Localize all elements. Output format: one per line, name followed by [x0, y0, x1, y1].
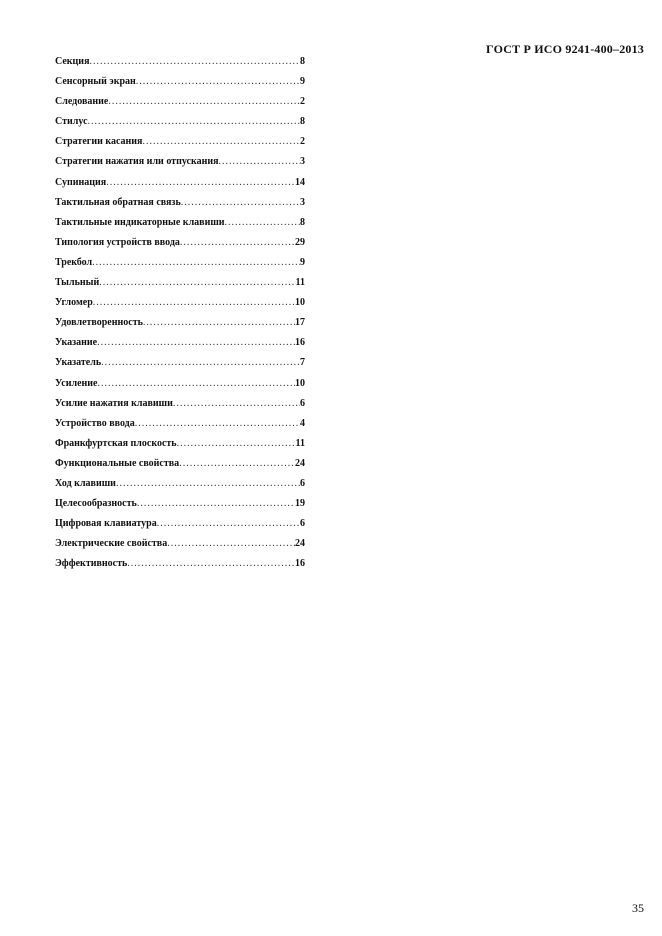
index-term: Удовлетворенность	[55, 317, 143, 329]
index-page-ref: 9	[300, 76, 305, 88]
index-entry	[55, 237, 305, 257]
index-entry	[55, 297, 305, 317]
dot-leader	[106, 177, 295, 188]
index-term: Цифровая клавиатура	[55, 518, 157, 530]
index-term: Тактильная обратная связь	[55, 196, 181, 208]
index-page-ref: 10	[295, 377, 305, 389]
dot-leader	[219, 156, 300, 167]
index-term: Эффективность	[55, 558, 128, 570]
dot-leader	[99, 277, 295, 288]
dot-leader	[89, 56, 300, 67]
dot-leader	[179, 458, 295, 469]
index-entry	[55, 56, 305, 76]
dot-leader	[180, 237, 295, 248]
index-page-ref: 3	[300, 156, 305, 168]
index-entry	[55, 357, 305, 377]
index-term: Сенсорный экран	[55, 76, 136, 88]
index-term: Целесообразность	[55, 498, 137, 510]
dot-leader	[93, 297, 295, 308]
index-term: Франкфуртская плоскость	[55, 437, 177, 449]
index-entry	[55, 257, 305, 277]
dot-leader	[142, 136, 300, 147]
index-page-ref: 4	[300, 417, 305, 429]
index-page-ref: 24	[295, 538, 305, 550]
dot-leader	[97, 337, 295, 348]
dot-leader	[97, 378, 295, 389]
index-term: Стратегии нажатия или отпускания	[55, 156, 219, 168]
index-term: Трекбол	[55, 256, 93, 268]
index-page-ref: 16	[295, 558, 305, 570]
index-page-ref: 14	[295, 176, 305, 188]
index-entry	[55, 538, 305, 558]
dot-leader	[92, 257, 300, 268]
index-term: Стилус	[55, 116, 88, 128]
index-entry	[55, 478, 305, 498]
index-term: Устройство ввода	[55, 417, 135, 429]
index-page-ref: 10	[295, 297, 305, 309]
index-entry	[55, 398, 305, 418]
index-page-ref: 17	[295, 317, 305, 329]
index-term: Типология устройств ввода	[55, 236, 180, 248]
index-entry	[55, 317, 305, 337]
dot-leader	[225, 217, 300, 228]
index-entry	[55, 177, 305, 197]
dot-leader	[101, 357, 300, 368]
index-term: Усиление	[55, 377, 98, 389]
index-page-ref: 2	[300, 136, 305, 148]
index-page-ref: 19	[295, 498, 305, 510]
index-entry	[55, 116, 305, 136]
index-term: Следование	[55, 96, 109, 108]
index-term: Указание	[55, 337, 98, 349]
index-page-ref: 11	[295, 437, 305, 449]
index-entry	[55, 136, 305, 156]
index-term: Угломер	[55, 297, 93, 309]
dot-leader	[136, 76, 300, 87]
index-entry	[55, 277, 305, 297]
index-page-ref: 6	[300, 477, 305, 489]
index-term: Тактильные индикаторные клавиши	[55, 216, 225, 228]
dot-leader	[173, 398, 300, 409]
index-entry	[55, 337, 305, 357]
dot-leader	[177, 438, 296, 449]
dot-leader	[135, 418, 300, 429]
index-entry	[55, 458, 305, 478]
dot-leader	[88, 116, 300, 127]
subject-index-list	[55, 56, 305, 578]
index-page-ref: 29	[295, 236, 305, 248]
index-entry	[55, 197, 305, 217]
index-page-ref: 8	[300, 116, 305, 128]
index-term: Усилие нажатия клавиши	[55, 397, 173, 409]
index-page-ref: 8	[300, 56, 305, 67]
index-page-ref: 16	[295, 337, 305, 349]
index-entry	[55, 76, 305, 96]
index-term: Тыльный	[55, 277, 100, 289]
index-entry	[55, 438, 305, 458]
index-entry	[55, 518, 305, 538]
index-entry	[55, 378, 305, 398]
index-term: Электрические свойства	[55, 538, 168, 550]
index-page-ref: 6	[300, 397, 305, 409]
index-page-ref: 8	[300, 216, 305, 228]
index-page-ref: 6	[300, 518, 305, 530]
index-entry	[55, 498, 305, 518]
index-page-ref: 11	[295, 277, 305, 289]
dot-leader	[116, 478, 300, 489]
dot-leader	[167, 538, 295, 549]
index-entry	[55, 156, 305, 176]
index-entry	[55, 558, 305, 578]
index-term: Секция	[55, 56, 90, 67]
dot-leader	[157, 518, 300, 529]
index-term: Супинация	[55, 176, 107, 188]
dot-leader	[143, 317, 295, 328]
index-term: Функциональные свойства	[55, 457, 180, 469]
page-number: 35	[632, 901, 644, 915]
index-term: Указатель	[55, 357, 102, 369]
index-entry	[55, 217, 305, 237]
index-term: Ход клавиши	[55, 477, 116, 489]
index-entry	[55, 418, 305, 438]
dot-leader	[127, 558, 295, 569]
index-page-ref: 3	[300, 196, 305, 208]
dot-leader	[181, 197, 300, 208]
index-page-ref: 9	[300, 256, 305, 268]
dot-leader	[137, 498, 295, 509]
index-page-ref: 24	[295, 457, 305, 469]
index-page-ref: 7	[300, 357, 305, 369]
index-entry	[55, 96, 305, 116]
dot-leader	[108, 96, 300, 107]
index-term: Стратегии касания	[55, 136, 143, 148]
document-code-header: ГОСТ Р ИСО 9241-400–2013	[486, 42, 644, 56]
index-page-ref: 2	[300, 96, 305, 108]
